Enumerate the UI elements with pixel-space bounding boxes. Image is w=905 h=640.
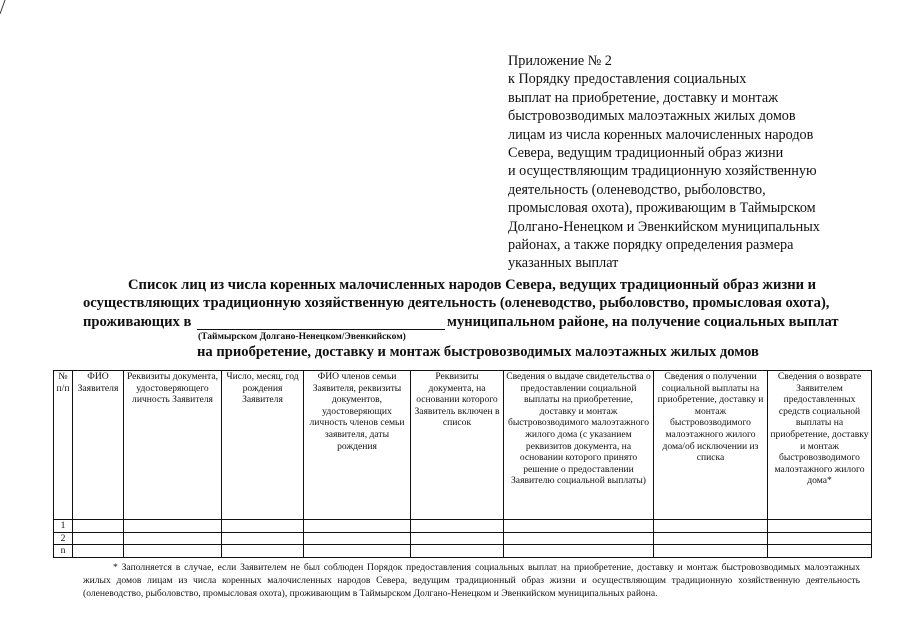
appendix-line: быстровозводимых малоэтажных жилых домов [508, 108, 796, 125]
col-header-family-members: ФИО членов семьи Заявителя, реквизиты документов, удостоверяющих личность членов семьи заявителя, даты рождения [304, 371, 411, 520]
col-header-id-document: Реквизиты документа, удостоверяющего личность Заявителя [124, 371, 222, 520]
table-cell[interactable] [124, 520, 222, 533]
district-fill-line[interactable] [197, 329, 445, 330]
table-row [54, 520, 872, 533]
document-title-line-1: Список лиц из числа коренных малочисленных народов Севера, ведущих традиционный образ жизни и [128, 277, 817, 293]
appendix-line: лицам из числа коренных малочисленных народов [508, 126, 814, 143]
table-cell[interactable] [222, 532, 304, 545]
appendix-line: и осуществляющим традиционную хозяйственную [508, 163, 817, 180]
table-cell[interactable] [504, 520, 654, 533]
table-cell[interactable] [654, 545, 768, 558]
col-header-certificate-issue: Сведения о выдаче свидетельства о предоставлении социальной выплаты на приобретение, доставку и монтаж быстровозводимого малоэтажного жилого дома (с указанием реквизитов документа, на основании которого принято решение о предоставлении Заявителю социальной выплаты) [504, 371, 654, 520]
table-cell[interactable] [411, 545, 504, 558]
table-cell[interactable] [768, 532, 872, 545]
document-title-line-4: на приобретение, доставку и монтаж быстровозводимых малоэтажных жилых домов [197, 344, 759, 360]
col-header-applicant-name: ФИО Заявителя [73, 371, 124, 520]
applicants-table [53, 370, 872, 558]
table-cell[interactable] [304, 520, 411, 533]
appendix-line: Долгано-Ненецком и Эвенкийском муниципальных [508, 218, 820, 235]
col-header-birth-date: Число, месяц, год рождения Заявителя [222, 371, 304, 520]
table-row [54, 532, 872, 545]
table-cell[interactable] [411, 520, 504, 533]
table-cell[interactable] [411, 532, 504, 545]
col-header-number: № п/п [54, 371, 73, 520]
table-header-row [54, 371, 872, 520]
table-cell[interactable] [304, 532, 411, 545]
appendix-line: к Порядку предоставления социальных [508, 71, 747, 88]
table-cell[interactable] [222, 545, 304, 558]
table-cell[interactable] [222, 520, 304, 533]
appendix-line: деятельность (оленеводство, рыболовство, [508, 181, 766, 198]
appendix-line: Приложение № 2 [508, 53, 612, 69]
appendix-block [508, 52, 898, 273]
appendix-line: районах, а также порядку определения размера [508, 237, 794, 254]
document-title-line-2: осуществляющих традиционную хозяйственную деятельность (оленеводство, рыболовство, промысловая охота), [83, 295, 830, 311]
footnote-text: * Заполняется в случае, если Заявителем не был соблюден Порядок предоставления социальных выплат на приобретение, доставку и монтаж быстровозводимых малоэтажных жилых домов лицам из числа коренных малочисленных народов Севера, ведущим традиционный образ жизни и осуществляющим традиционную хозяйственную деятельность (оленеводство, рыболовство, промысловая охота), проживающим в Таймырском Долгано-Ненецком и Эвенкийском муниципальных района. [83, 562, 860, 599]
col-header-payment-received: Сведения о получении социальной выплаты на приобретение, доставку и монтаж быстровозводимого малоэтажного жилого дома/об исключении из списка [654, 371, 768, 520]
table-cell[interactable] [73, 532, 124, 545]
table-cell[interactable] [304, 545, 411, 558]
row-number: 2 [54, 532, 73, 545]
row-number: 1 [54, 520, 73, 533]
document-title-line-3-suffix: муниципальном районе, на получение социальных выплат [447, 314, 839, 330]
table-cell[interactable] [654, 520, 768, 533]
table-cell[interactable] [73, 545, 124, 558]
table-row [54, 545, 872, 558]
table-cell[interactable] [768, 520, 872, 533]
document-title-line-3-prefix: проживающих в [83, 314, 192, 330]
table-cell[interactable] [504, 545, 654, 558]
appendix-line: указанных выплат [508, 255, 619, 272]
appendix-line: Севера, ведущим традиционный образ жизни [508, 145, 784, 162]
appendix-line: выплат на приобретение, доставку и монтаж [508, 89, 779, 106]
table-cell[interactable] [73, 520, 124, 533]
scan-corner-mark [0, 0, 12, 14]
district-hint: (Таймырском Долгано-Ненецком/Эвенкийском) [198, 332, 406, 342]
row-number: n [54, 545, 73, 558]
table-cell[interactable] [768, 545, 872, 558]
col-header-funds-return: Сведения о возврате Заявителем предоставленных средств социальной выплаты на приобретение, доставку и монтаж быстровозводимого малоэтажного жилого дома* [768, 371, 872, 520]
table-cell[interactable] [124, 545, 222, 558]
col-header-inclusion-document: Реквизиты документа, на основании которого Заявитель включен в список [411, 371, 504, 520]
table-cell[interactable] [124, 532, 222, 545]
table-cell[interactable] [654, 532, 768, 545]
table-cell[interactable] [504, 532, 654, 545]
footnote [83, 561, 860, 600]
appendix-line: промысловая охота), проживающим в Таймырском [508, 200, 816, 217]
